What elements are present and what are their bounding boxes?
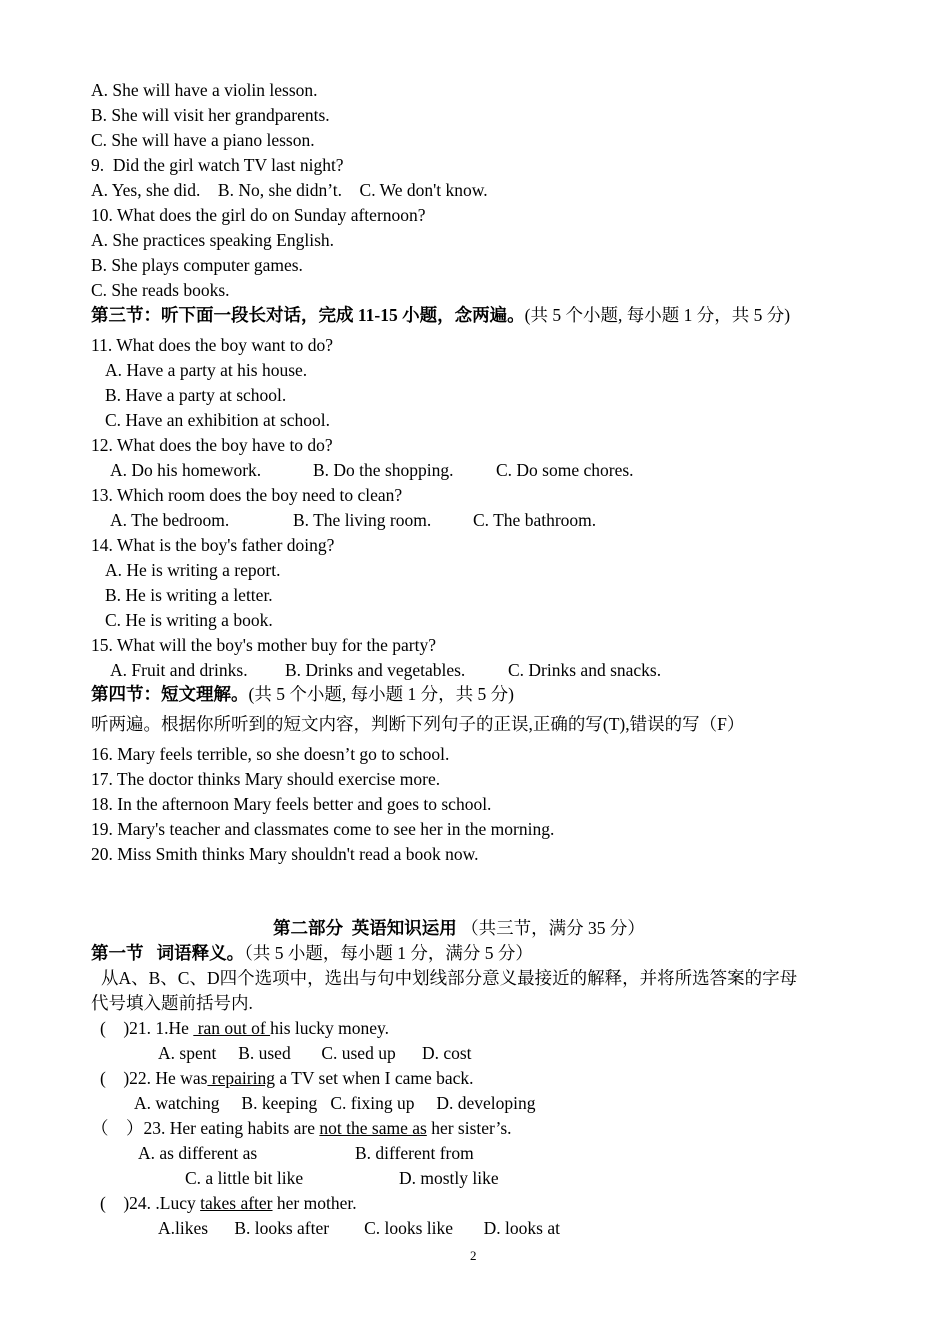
page-number: 2 <box>470 1248 477 1263</box>
subsection1-instructions-line1: 从A、B、C、D四个选项中，选出与句中划线部分意义最接近的解释，并将所选答案的字母 <box>101 968 798 988</box>
q23-option-a: A. as different as <box>138 1143 258 1163</box>
q21-stem-pre: ( )21. 1.He <box>100 1018 194 1038</box>
q22-stem <box>100 1067 474 1089</box>
q9-question: 9. Did the girl watch TV last night? <box>91 155 344 175</box>
q21-options: A. spent B. used C. used up D. cost <box>158 1043 472 1063</box>
section3-heading-bold: 第三节：听下面一段长对话，完成 11-15 小题，念两遍。 <box>91 305 525 325</box>
q23-stem-pre: （ ）23. Her eating habits are <box>91 1118 320 1138</box>
q23-stem <box>91 1117 512 1139</box>
section3-heading-points: (共 5 个小题, 每小题 1 分，共 5 分) <box>524 305 791 325</box>
tf-item-20: 20. Miss Smith thinks Mary shouldn't read a book now. <box>91 844 479 864</box>
section4-heading-points: (共 5 个小题, 每小题 1 分，共 5 分) <box>248 684 514 704</box>
q12-question: 12. What does the boy have to do? <box>91 435 333 455</box>
q15-question: 15. What will the boy's mother buy for the party? <box>91 635 436 655</box>
q11-option-a: A. Have a party at his house. <box>105 360 308 380</box>
section4-instructions: 听两遍。根据你所听到的短文内容，判断下列句子的正误,正确的写(T),错误的写（F） <box>91 714 745 734</box>
q23-underlined-phrase: not the same as <box>319 1118 427 1138</box>
q10-option-a: A. She practices speaking English. <box>91 230 335 250</box>
q8-option-a: A. She will have a violin lesson. <box>91 80 318 100</box>
q23-option-c: C. a little bit like <box>185 1168 304 1188</box>
q22-underlined-phrase: repairing <box>207 1068 275 1088</box>
q13-option-b: B. The living room. <box>293 510 432 530</box>
q9-options: A. Yes, she did. B. No, she didn’t. C. We don't know. <box>91 180 488 200</box>
q24-stem-post: her mother. <box>272 1193 357 1213</box>
q10-option-c: C. She reads books. <box>91 280 230 300</box>
q23-option-d: D. mostly like <box>399 1168 499 1188</box>
q13-option-c: C. The bathroom. <box>473 510 597 530</box>
part2-heading-bold: 第二部分 英语知识运用 <box>273 918 457 938</box>
subsection1-heading <box>91 942 533 964</box>
q21-underlined-phrase: ran out of <box>193 1018 271 1038</box>
q8-option-b: B. She will visit her grandparents. <box>91 105 330 125</box>
q11-option-c: C. Have an exhibition at school. <box>105 410 331 430</box>
tf-item-18: 18. In the afternoon Mary feels better and goes to school. <box>91 794 492 814</box>
q14-option-b: B. He is writing a letter. <box>105 585 273 605</box>
part2-heading <box>273 917 645 939</box>
q21-stem <box>100 1017 389 1039</box>
subsection1-heading-bold: 第一节 词语释义。 <box>91 943 245 963</box>
q21-stem-post: his lucky money. <box>270 1018 390 1038</box>
section4-heading <box>91 683 514 705</box>
q14-option-c: C. He is writing a book. <box>105 610 273 630</box>
q23-option-b: B. different from <box>355 1143 474 1163</box>
tf-item-17: 17. The doctor thinks Mary should exercise more. <box>91 769 441 789</box>
q14-option-a: A. He is writing a report. <box>105 560 281 580</box>
q22-stem-pre: ( )22. He was <box>100 1068 208 1088</box>
section3-heading <box>91 304 790 326</box>
q22-stem-post: a TV set when I came back. <box>274 1068 474 1088</box>
q22-options: A. watching B. keeping C. fixing up D. developing <box>134 1093 536 1113</box>
q12-option-a: A. Do his homework. <box>110 460 262 480</box>
section4-heading-bold: 第四节：短文理解。 <box>91 684 249 704</box>
subsection1-instructions-line2: 代号填入题前括号内. <box>91 993 253 1013</box>
q24-stem-pre: ( )24. .Lucy <box>100 1193 201 1213</box>
q12-option-b: B. Do the shopping. <box>313 460 454 480</box>
q15-option-b: B. Drinks and vegetables. <box>285 660 466 680</box>
subsection1-heading-points: （共 5 小题，每小题 1 分，满分 5 分） <box>244 943 533 963</box>
q10-question: 10. What does the girl do on Sunday afternoon? <box>91 205 426 225</box>
q24-options: A.likes B. looks after C. looks like D. looks at <box>158 1218 560 1238</box>
q12-option-c: C. Do some chores. <box>496 460 634 480</box>
part2-heading-points: （共三节，满分 35 分） <box>456 918 645 938</box>
q11-option-b: B. Have a party at school. <box>105 385 287 405</box>
q11-question: 11. What does the boy want to do? <box>91 335 334 355</box>
tf-item-19: 19. Mary's teacher and classmates come to see her in the morning. <box>91 819 555 839</box>
q24-underlined-phrase: takes after <box>200 1193 273 1213</box>
q23-stem-post: her sister’s. <box>426 1118 512 1138</box>
tf-item-16: 16. Mary feels terrible, so she doesn’t go to school. <box>91 744 450 764</box>
q13-option-a: A. The bedroom. <box>110 510 230 530</box>
q15-option-c: C. Drinks and snacks. <box>508 660 662 680</box>
q15-option-a: A. Fruit and drinks. <box>110 660 248 680</box>
q8-option-c: C. She will have a piano lesson. <box>91 130 315 150</box>
q10-option-b: B. She plays computer games. <box>91 255 303 275</box>
q24-stem <box>100 1192 357 1214</box>
q13-question: 13. Which room does the boy need to clean? <box>91 485 403 505</box>
q14-question: 14. What is the boy's father doing? <box>91 535 335 555</box>
